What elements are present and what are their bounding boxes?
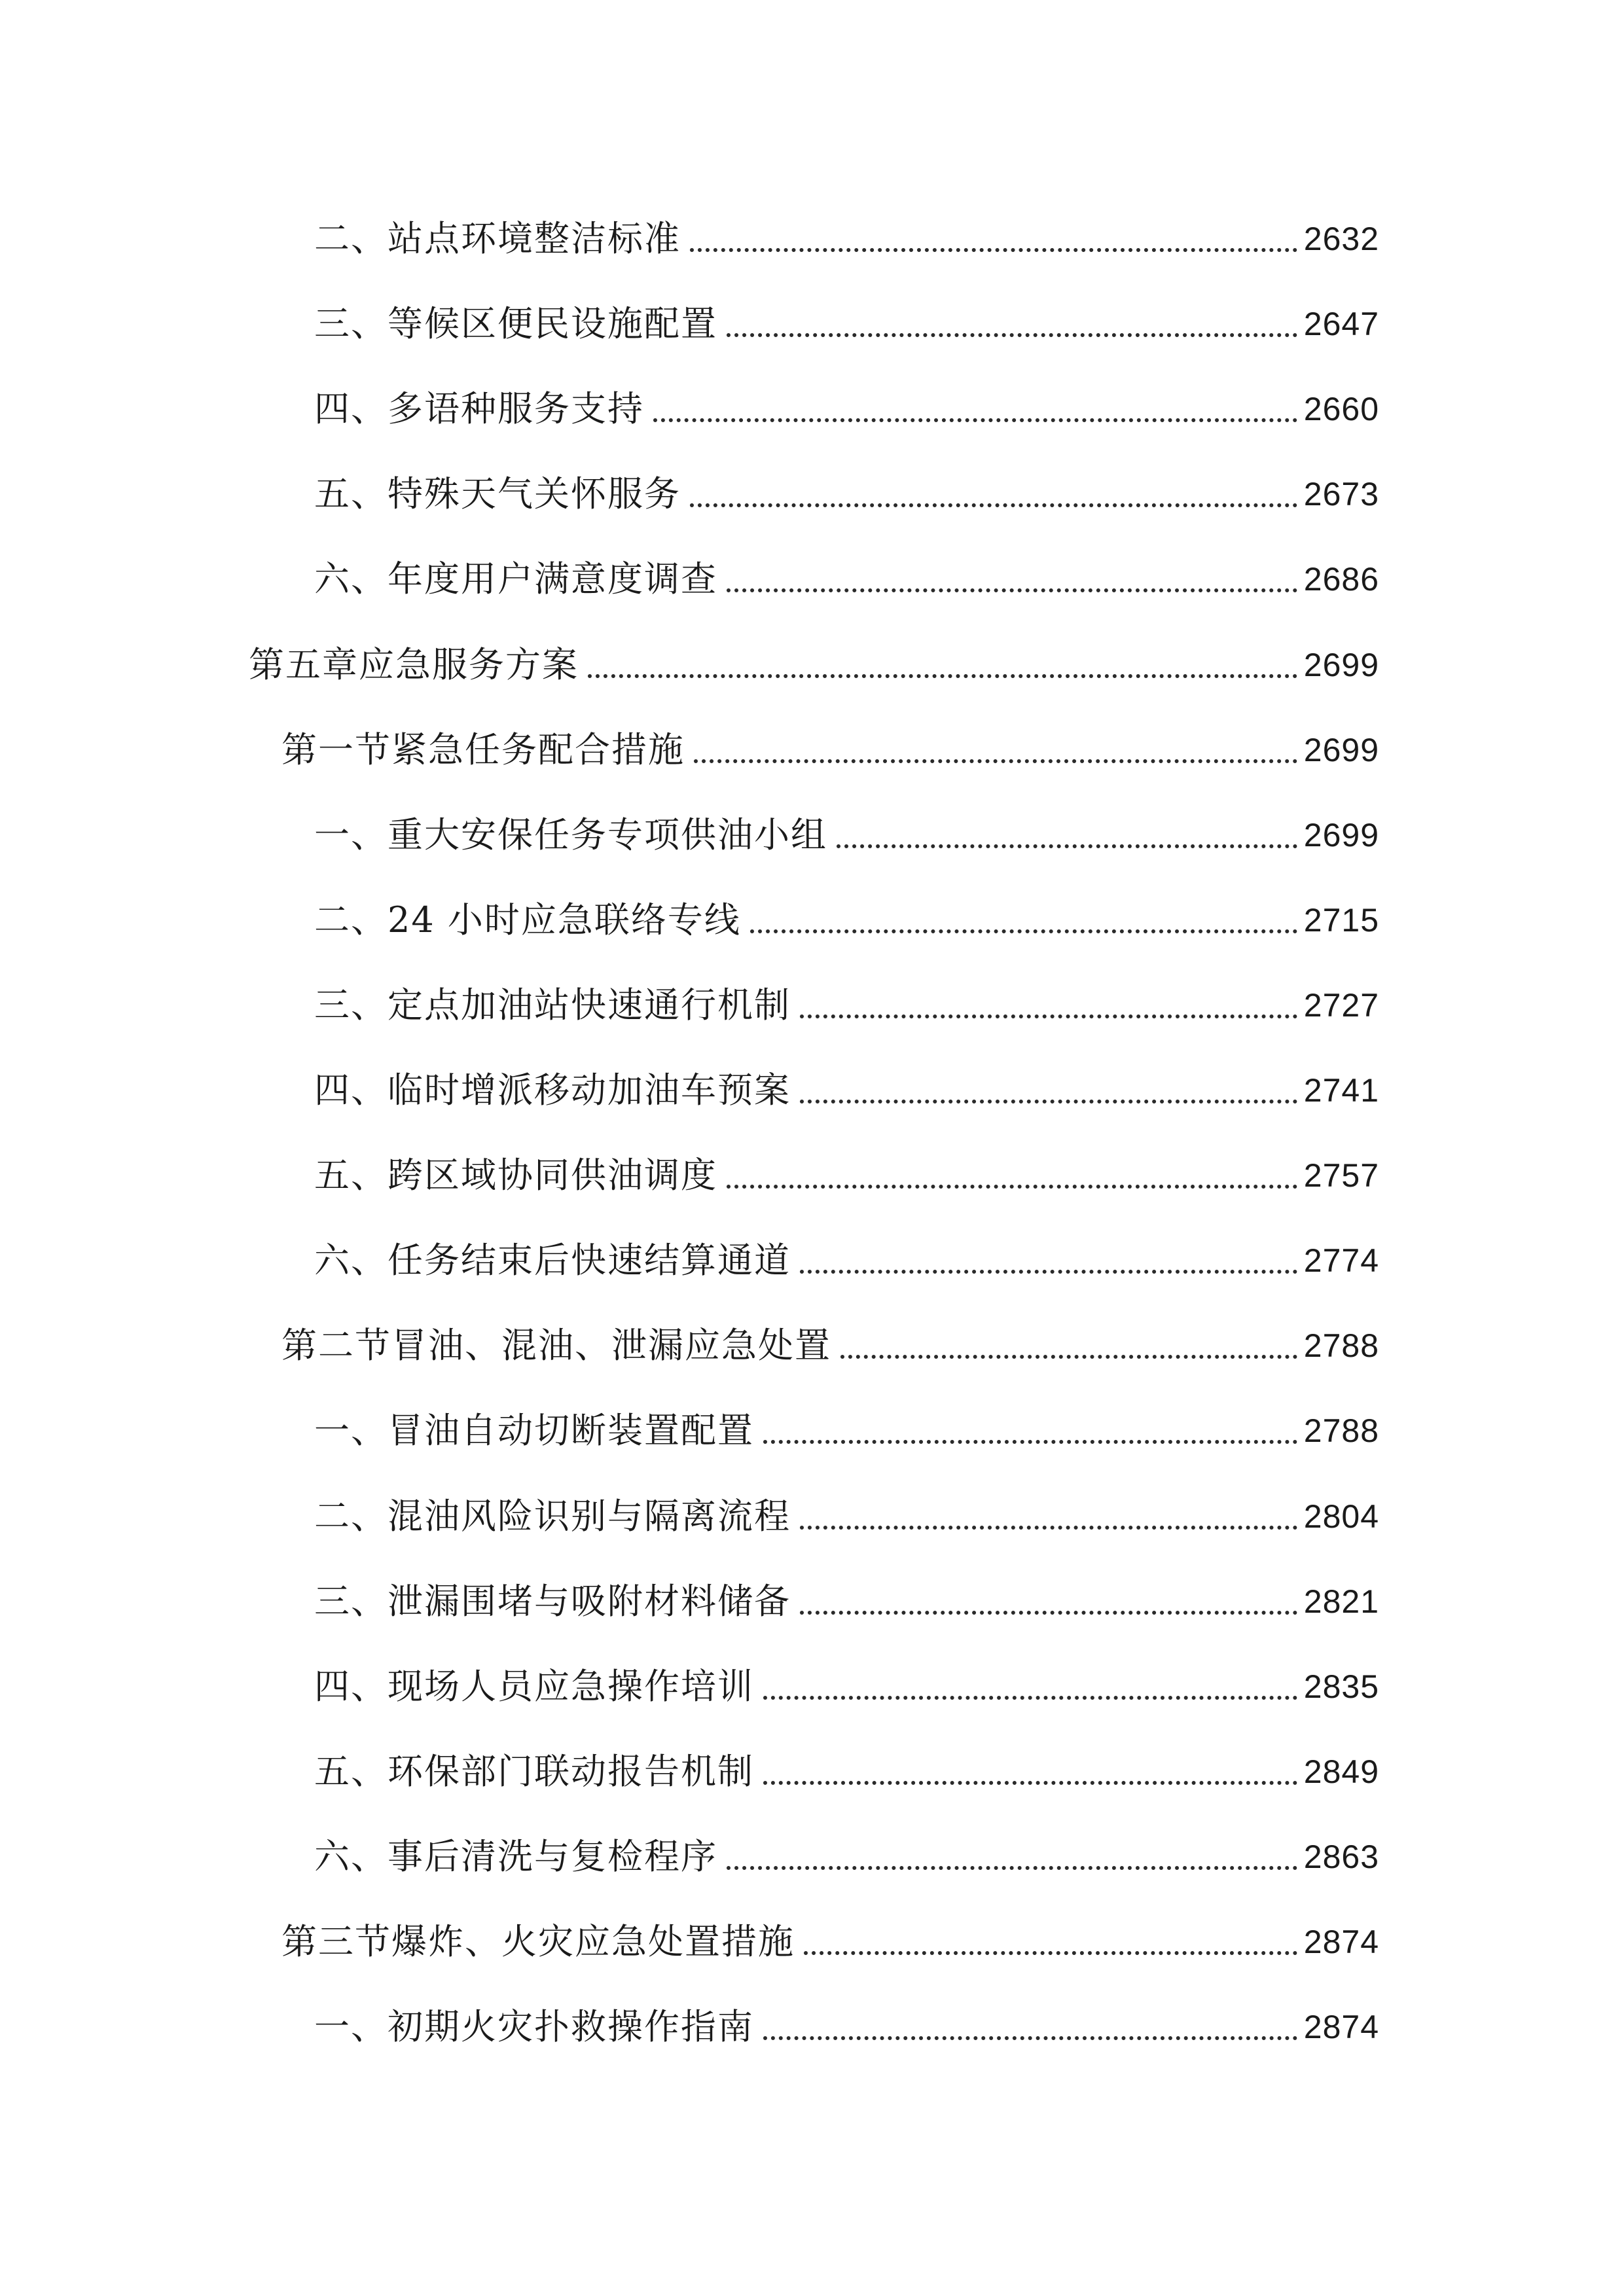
dot-leader bbox=[837, 844, 1297, 848]
toc-entry-item[interactable] bbox=[314, 809, 1379, 861]
toc-entry-label: 四、临时增派移动加油车预案 bbox=[314, 1069, 791, 1111]
toc-entry-item[interactable] bbox=[314, 213, 1379, 265]
toc-entry-page-number: 2757 bbox=[1303, 1157, 1379, 1194]
toc-entry-page-number: 2727 bbox=[1303, 986, 1379, 1024]
toc-entry-chapter[interactable] bbox=[249, 639, 1379, 691]
toc-entry-page-number: 2788 bbox=[1303, 1412, 1379, 1450]
toc-entry-item[interactable] bbox=[314, 1831, 1379, 1883]
dot-leader bbox=[750, 929, 1297, 933]
toc-entry-section[interactable] bbox=[281, 724, 1379, 776]
toc-entry-label: 五、跨区域协同供油调度 bbox=[314, 1155, 717, 1196]
toc-entry-label: 二、混油风险识别与隔离流程 bbox=[314, 1495, 791, 1537]
toc-entry-label: 第二节冒油、混油、泄漏应急处置 bbox=[281, 1325, 831, 1367]
toc-entry-page-number: 2699 bbox=[1303, 816, 1379, 853]
toc-entry-label: 第一节紧急任务配合措施 bbox=[281, 728, 685, 770]
toc-entry-page-number: 2874 bbox=[1303, 1924, 1379, 1960]
toc-entry-item[interactable] bbox=[314, 1234, 1379, 1287]
dot-leader bbox=[727, 1185, 1297, 1189]
dot-leader bbox=[727, 333, 1297, 337]
dot-leader bbox=[840, 1355, 1297, 1359]
toc-entry-page-number: 2804 bbox=[1303, 1498, 1379, 1535]
toc-entry-page-number: 2863 bbox=[1303, 1838, 1379, 1875]
toc-entry-page-number: 2673 bbox=[1303, 476, 1379, 513]
dot-leader bbox=[804, 1951, 1297, 1955]
dot-leader bbox=[763, 2036, 1297, 2040]
toc-entry-item[interactable] bbox=[314, 383, 1379, 435]
toc-entry-label: 二、站点环境整洁标准 bbox=[314, 218, 681, 259]
toc-entry-page-number: 2699 bbox=[1303, 646, 1379, 683]
dot-leader bbox=[690, 503, 1297, 507]
toc-entry-item[interactable] bbox=[314, 1405, 1379, 1457]
toc-entry-label: 一、冒油自动切断装置配置 bbox=[314, 1410, 754, 1452]
toc-entry-label: 二、24 小时应急联络专线 bbox=[314, 899, 741, 941]
toc-entry-page-number: 2632 bbox=[1303, 221, 1379, 257]
toc-entry-item[interactable] bbox=[314, 1149, 1379, 1202]
toc-entry-label: 第三节爆炸、火灾应急处置措施 bbox=[281, 1921, 795, 1962]
dot-leader bbox=[800, 1100, 1297, 1103]
toc-entry-page-number: 2874 bbox=[1303, 2009, 1379, 2046]
toc-entry-label: 一、重大安保任务专项供油小组 bbox=[314, 814, 827, 855]
toc-entry-page-number: 2686 bbox=[1303, 561, 1379, 598]
toc-entry-label: 六、年度用户满意度调查 bbox=[314, 558, 717, 600]
toc-entry-label: 第五章应急服务方案 bbox=[249, 643, 579, 685]
toc-entry-page-number: 2647 bbox=[1303, 306, 1379, 343]
toc-entry-label: 三、泄漏围堵与吸附材料储备 bbox=[314, 1580, 791, 1622]
dot-leader bbox=[800, 1526, 1297, 1530]
toc-entry-page-number: 2660 bbox=[1303, 391, 1379, 428]
dot-leader bbox=[727, 1866, 1297, 1870]
toc-entry-label: 一、初期火灾扑救操作指南 bbox=[314, 2006, 754, 2048]
dot-leader bbox=[588, 674, 1297, 678]
toc-entry-label: 五、环保部门联动报告机制 bbox=[314, 1750, 754, 1792]
toc-entry-item[interactable] bbox=[314, 1490, 1379, 1543]
toc-entry-page-number: 2774 bbox=[1303, 1242, 1379, 1280]
toc-entry-item[interactable] bbox=[314, 1746, 1379, 1798]
toc-entry-label: 六、事后清洗与复检程序 bbox=[314, 1835, 717, 1877]
toc-entry-item[interactable] bbox=[314, 979, 1379, 1031]
toc-entry-item[interactable] bbox=[314, 553, 1379, 605]
toc-entry-label: 四、多语种服务支持 bbox=[314, 388, 644, 430]
dot-leader bbox=[763, 1440, 1297, 1444]
toc-entry-page-number: 2788 bbox=[1303, 1327, 1379, 1365]
toc-entry-page-number: 2835 bbox=[1303, 1668, 1379, 1705]
dot-leader bbox=[800, 1014, 1297, 1018]
toc-entry-page-number: 2699 bbox=[1303, 731, 1379, 768]
dot-leader bbox=[694, 759, 1297, 763]
toc-entry-label: 六、任务结束后快速结算通道 bbox=[314, 1240, 791, 1282]
toc-entry-section[interactable] bbox=[281, 1916, 1379, 1968]
dot-leader bbox=[763, 1781, 1297, 1785]
dot-leader bbox=[800, 1611, 1297, 1615]
toc-entry-label: 四、现场人员应急操作培训 bbox=[314, 1665, 754, 1707]
dot-leader bbox=[727, 588, 1297, 592]
dot-leader bbox=[800, 1270, 1297, 1274]
toc-entry-item[interactable] bbox=[314, 1660, 1379, 1713]
toc-entry-item[interactable] bbox=[314, 468, 1379, 520]
toc-entry-item[interactable] bbox=[314, 2001, 1379, 2053]
toc-entry-item[interactable] bbox=[314, 298, 1379, 350]
toc-entry-label: 三、定点加油站快速通行机制 bbox=[314, 984, 791, 1026]
dot-leader bbox=[690, 248, 1297, 252]
toc-entry-page-number: 2715 bbox=[1303, 901, 1379, 939]
toc-entry-section[interactable] bbox=[281, 1319, 1379, 1372]
toc-entry-label: 三、等候区便民设施配置 bbox=[314, 303, 717, 345]
toc-entry-page-number: 2821 bbox=[1303, 1583, 1379, 1620]
toc-entry-item[interactable] bbox=[314, 1575, 1379, 1628]
toc-entry-item[interactable] bbox=[314, 1064, 1379, 1117]
toc-entry-item[interactable] bbox=[314, 894, 1379, 946]
dot-leader bbox=[763, 1696, 1297, 1700]
toc-entry-page-number: 2741 bbox=[1303, 1072, 1379, 1109]
toc-entry-label: 五、特殊天气关怀服务 bbox=[314, 473, 681, 515]
toc-entry-page-number: 2849 bbox=[1303, 1753, 1379, 1790]
dot-leader bbox=[653, 418, 1297, 422]
